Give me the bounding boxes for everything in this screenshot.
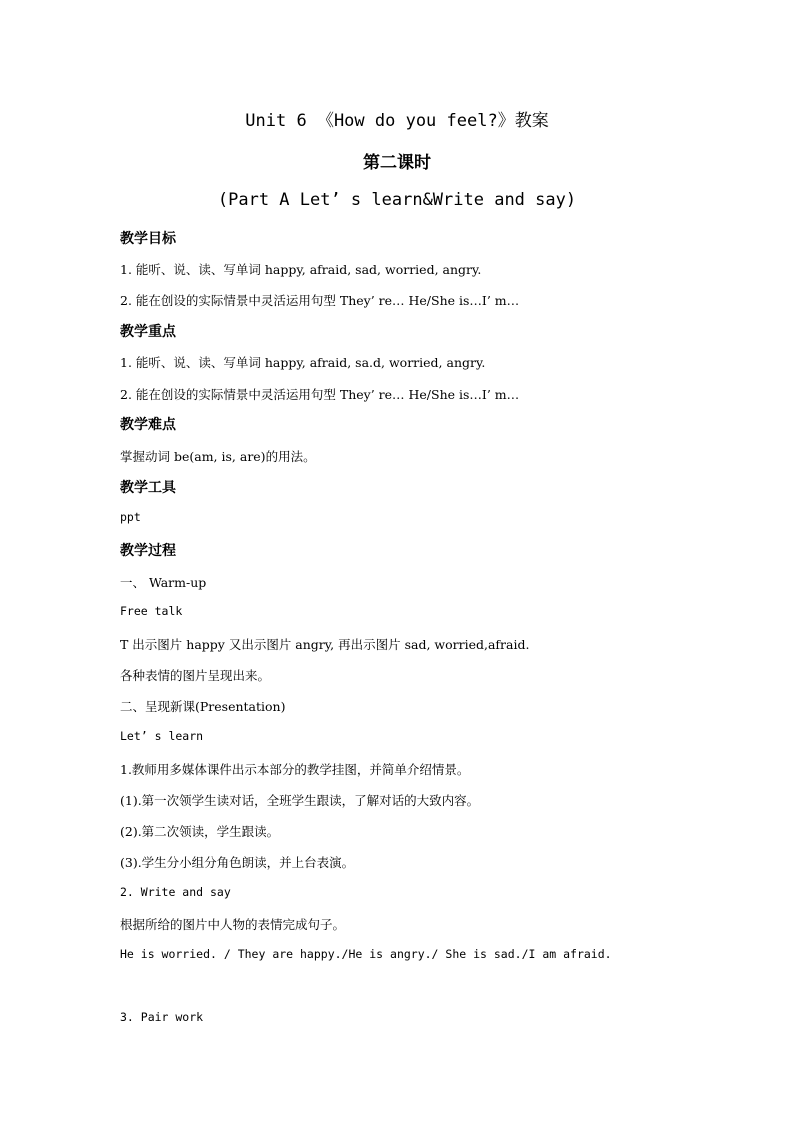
heading-teaching-goals: 教学目标	[120, 231, 176, 247]
presentation-sub-1: (1).第一次领学生读对话，全班学生跟读，了解对话的大致内容。	[120, 793, 480, 808]
write-and-say: 2. Write and say	[120, 885, 231, 899]
presentation-sub-2: (2).第二次领读，学生跟读。	[120, 824, 280, 839]
goal-2: 2. 能在创设的实际情景中灵活运用句型 They’ re… He/She is…I’ m…	[120, 293, 520, 308]
lesson-number: 第二课时	[363, 153, 431, 173]
heading-process: 教学过程	[120, 543, 176, 559]
difficulty-1: 掌握动词 be(am, is, are)的用法。	[120, 449, 316, 464]
presentation-item-1: 1.教师用多媒体课件出示本部分的教学挂图，并简单介绍情景。	[120, 762, 470, 777]
write-and-say-instruction: 根据所给的图片中人物的表情完成句子。	[120, 917, 346, 932]
example-sentences: He is worried. / They are happy./He is angry./ She is sad./I am afraid.	[120, 947, 612, 961]
key-point-2: 2. 能在创设的实际情景中灵活运用句型 They’ re… He/She is…I’ m…	[120, 387, 520, 402]
pair-work: 3. Pair work	[120, 1010, 204, 1024]
warm-up-detail-1: T 出示图片 happy 又出示图片 angry, 再出示图片 sad, worried,afraid.	[120, 637, 530, 652]
lesson-part: (Part A Let’ s learn&Write and say)	[217, 190, 577, 210]
free-talk: Free talk	[120, 604, 183, 618]
key-point-1: 1. 能听、说、读、写单词 happy, afraid, sa.d, worried, angry.	[120, 355, 486, 370]
goal-1: 1. 能听、说、读、写单词 happy, afraid, sad, worried, angry.	[120, 262, 482, 277]
heading-difficulties: 教学难点	[120, 417, 176, 433]
step-presentation: 二、呈现新课(Presentation)	[120, 699, 286, 714]
lets-learn: Let’ s learn	[120, 729, 204, 743]
tool-ppt: ppt	[120, 510, 141, 524]
heading-key-points: 教学重点	[120, 324, 176, 340]
warm-up-detail-2: 各种表情的图片呈现出来。	[120, 668, 271, 683]
presentation-sub-3: (3).学生分小组分角色朗读，并上台表演。	[120, 855, 355, 870]
document-title: Unit 6 《How do you feel?》教案	[245, 111, 549, 131]
heading-tools: 教学工具	[120, 480, 176, 496]
step-warm-up: 一、 Warm-up	[120, 575, 207, 590]
